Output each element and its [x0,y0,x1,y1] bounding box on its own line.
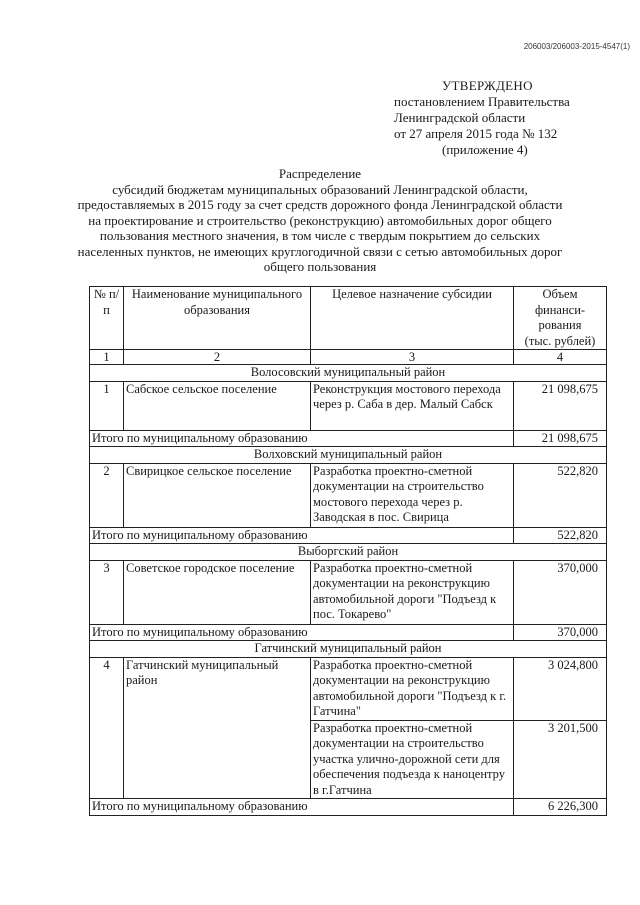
district-name: Гатчинский муниципальный район [90,641,607,658]
row-num: 1 [90,381,124,430]
district-row [90,544,607,561]
document-id: 206003/206003-2015-4547(1) [523,42,630,51]
approval-line: Ленинградской области [394,110,526,125]
heading-line: населенных пунктов, не имеющих круглогодичной связи с сетью автомобильных дорог [77,243,563,259]
approval-line: постановлением Правительства [394,94,570,109]
heading-line: предоставляемых в 2015 году за счет средств дорожного фонда Ленинградской области [77,197,563,212]
heading-line: пользования местного значения, в том числе с твердым покрытием до сельских [99,228,541,243]
district-row [90,641,607,658]
subsidy-amount: 3 024,800 [514,657,607,720]
table-header-row [90,287,607,350]
total-amount: 6 226,300 [514,799,607,816]
subsidy-goal: Реконструкция мостового перехода через р. Саба в дер. Малый Сабск [311,381,514,430]
entity-name: Сабское сельское поселение [124,381,311,430]
document-heading [60,166,580,275]
subsidy-goal: Разработка проектно-сметной документации на реконструкцию автомобильной дороги "Подъезд к г. Гатчина" [311,657,514,720]
header-name: Наименование муниципального образования [124,287,311,350]
table-row [90,560,607,624]
entity-name: Гатчинский муниципальный район [124,657,311,799]
subsidy-amount: 3 201,500 [514,720,607,799]
subsidy-goal: Разработка проектно-сметной документации на строительство мостового перехода через р. Заводская в пос. Свирица [311,463,514,527]
district-name: Выборгский район [90,544,607,561]
approval-stamp [394,78,570,158]
subsidy-amount: 522,820 [514,463,607,527]
table-row [90,657,607,720]
approval-appendix: (приложение 4) [442,142,528,157]
district-row [90,365,607,382]
heading-line: субсидий бюджетам муниципальных образований Ленинградской области, [112,181,528,197]
district-name: Волосовский муниципальный район [90,365,607,382]
column-index-row [90,350,607,365]
heading-line: Распределение [278,166,362,181]
total-row [90,799,607,816]
subsidy-goal: Разработка проектно-сметной документации на реконструкцию автомобильной дороги "Подъезд к пос. Токарево" [311,560,514,624]
entity-name: Свирицкое сельское поселение [124,463,311,527]
total-label: Итого по муниципальному образованию [90,527,514,544]
total-amount: 21 098,675 [514,430,607,447]
column-index: 4 [514,350,607,365]
total-label: Итого по муниципальному образованию [90,430,514,447]
total-row [90,527,607,544]
total-amount: 522,820 [514,527,607,544]
row-num: 4 [90,657,124,799]
subsidy-amount: 370,000 [514,560,607,624]
header-goal: Целевое назначение субсидии [311,287,514,350]
row-num: 2 [90,463,124,527]
header-num: № п/п [90,287,124,350]
row-num: 3 [90,560,124,624]
total-label: Итого по муниципальному образованию [90,799,514,816]
column-index: 2 [124,350,311,365]
table-row [90,463,607,527]
entity-name: Советское городское поселение [124,560,311,624]
district-name: Волховский муниципальный район [90,447,607,464]
total-row [90,430,607,447]
heading-line: на проектирование и строительство (реконструкцию) автомобильных дорог общего [88,212,552,228]
subsidy-table [89,286,607,816]
total-row [90,624,607,641]
total-amount: 370,000 [514,624,607,641]
approval-date: от 27 апреля 2015 года № 132 [394,126,558,141]
subsidy-amount: 21 098,675 [514,381,607,430]
subsidy-goal: Разработка проектно-сметной документации на строительство участка улично-дорожной сети для обеспечения подъезда к наноцентру в г.Гатчина [311,720,514,799]
heading-line: общего пользования [263,259,377,274]
table-row [90,381,607,430]
column-index: 1 [90,350,124,365]
district-row [90,447,607,464]
column-index: 3 [311,350,514,365]
total-label: Итого по муниципальному образованию [90,624,514,641]
header-volume: Объем финанси- рования (тыс. рублей) [514,287,607,350]
approval-title: УТВЕРЖДЕНО [442,78,533,93]
